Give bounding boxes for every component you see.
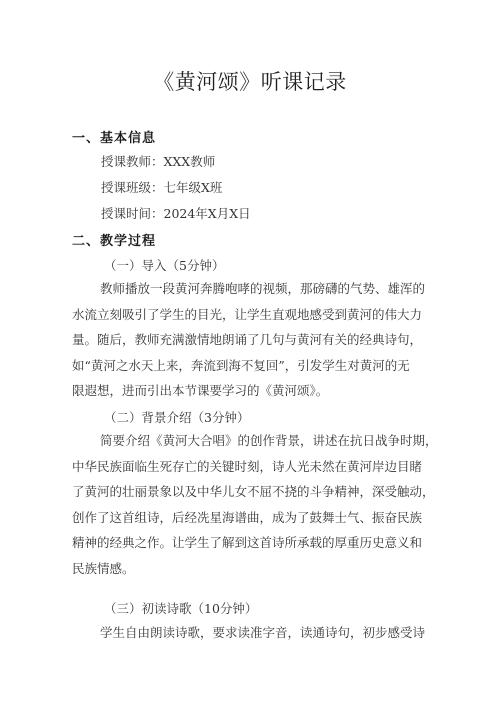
paragraph-line: 量。随后，教师充满激情地朗诵了几句与黄河有关的经典诗句， [72, 332, 423, 347]
paragraph-line: 中华民族面临生死存亡的关键时刻，诗人光未然在黄河岸边目睹 [72, 458, 423, 474]
paragraph-line: 限遐想，进而引出本节课要学习的《黄河颂》。 [72, 383, 329, 398]
paragraph-line: 简要介绍《黄河大合唱》的创作背景，讲述在抗日战争时期， [100, 433, 438, 448]
paragraph-line: 了黄河的壮丽景象以及中华儿女不屈不挠的斗争精神，深受触动， [72, 484, 435, 499]
info-class: 授课班级：七年级X班 [101, 180, 223, 195]
paragraph-line: 教师播放一段黄河奔腾咆哮的视频，那磅礴的气势、雄浑的 [100, 281, 426, 296]
paragraph-first-reading [72, 620, 434, 646]
section-heading-basic-info: 一、基本信息 [72, 131, 157, 146]
subsection-heading-background: （二）背景介绍（3分钟） [104, 410, 250, 425]
subsection-heading-intro: （一）导入（5分钟） [104, 258, 225, 273]
paragraph-line: 如“黄河之水天上来，奔流到海不复回”，引发学生对黄河的无 [72, 357, 410, 373]
paragraph-intro [72, 276, 434, 404]
info-time: 授课时间：2024年X月X日 [101, 206, 251, 221]
section-heading-process: 二、教学过程 [72, 234, 157, 249]
paragraph-line: 创作了这首组诗，后经冼星海谱曲，成为了鼓舞士气、振奋民族 [72, 509, 423, 525]
paragraph-line: 水流立刻吸引了学生的目光，让学生直观地感受到黄河的伟大力 [72, 306, 423, 322]
paragraph-line: 民族情感。 [72, 560, 135, 576]
document-title: 《黄河颂》听课记录 [153, 70, 347, 94]
paragraph-background [72, 428, 438, 581]
subsection-heading-first-reading: （三）初读诗歌（10分钟） [104, 601, 258, 616]
info-teacher: 授课教师：XXX教师 [101, 154, 216, 169]
paragraph-line: 学生自由朗读诗歌，要求读准字音，读通诗句，初步感受诗 [100, 625, 426, 640]
paragraph-line: 精神的经典之作。让学生了解到这首诗所承载的厚重历史意义和 [72, 535, 423, 550]
